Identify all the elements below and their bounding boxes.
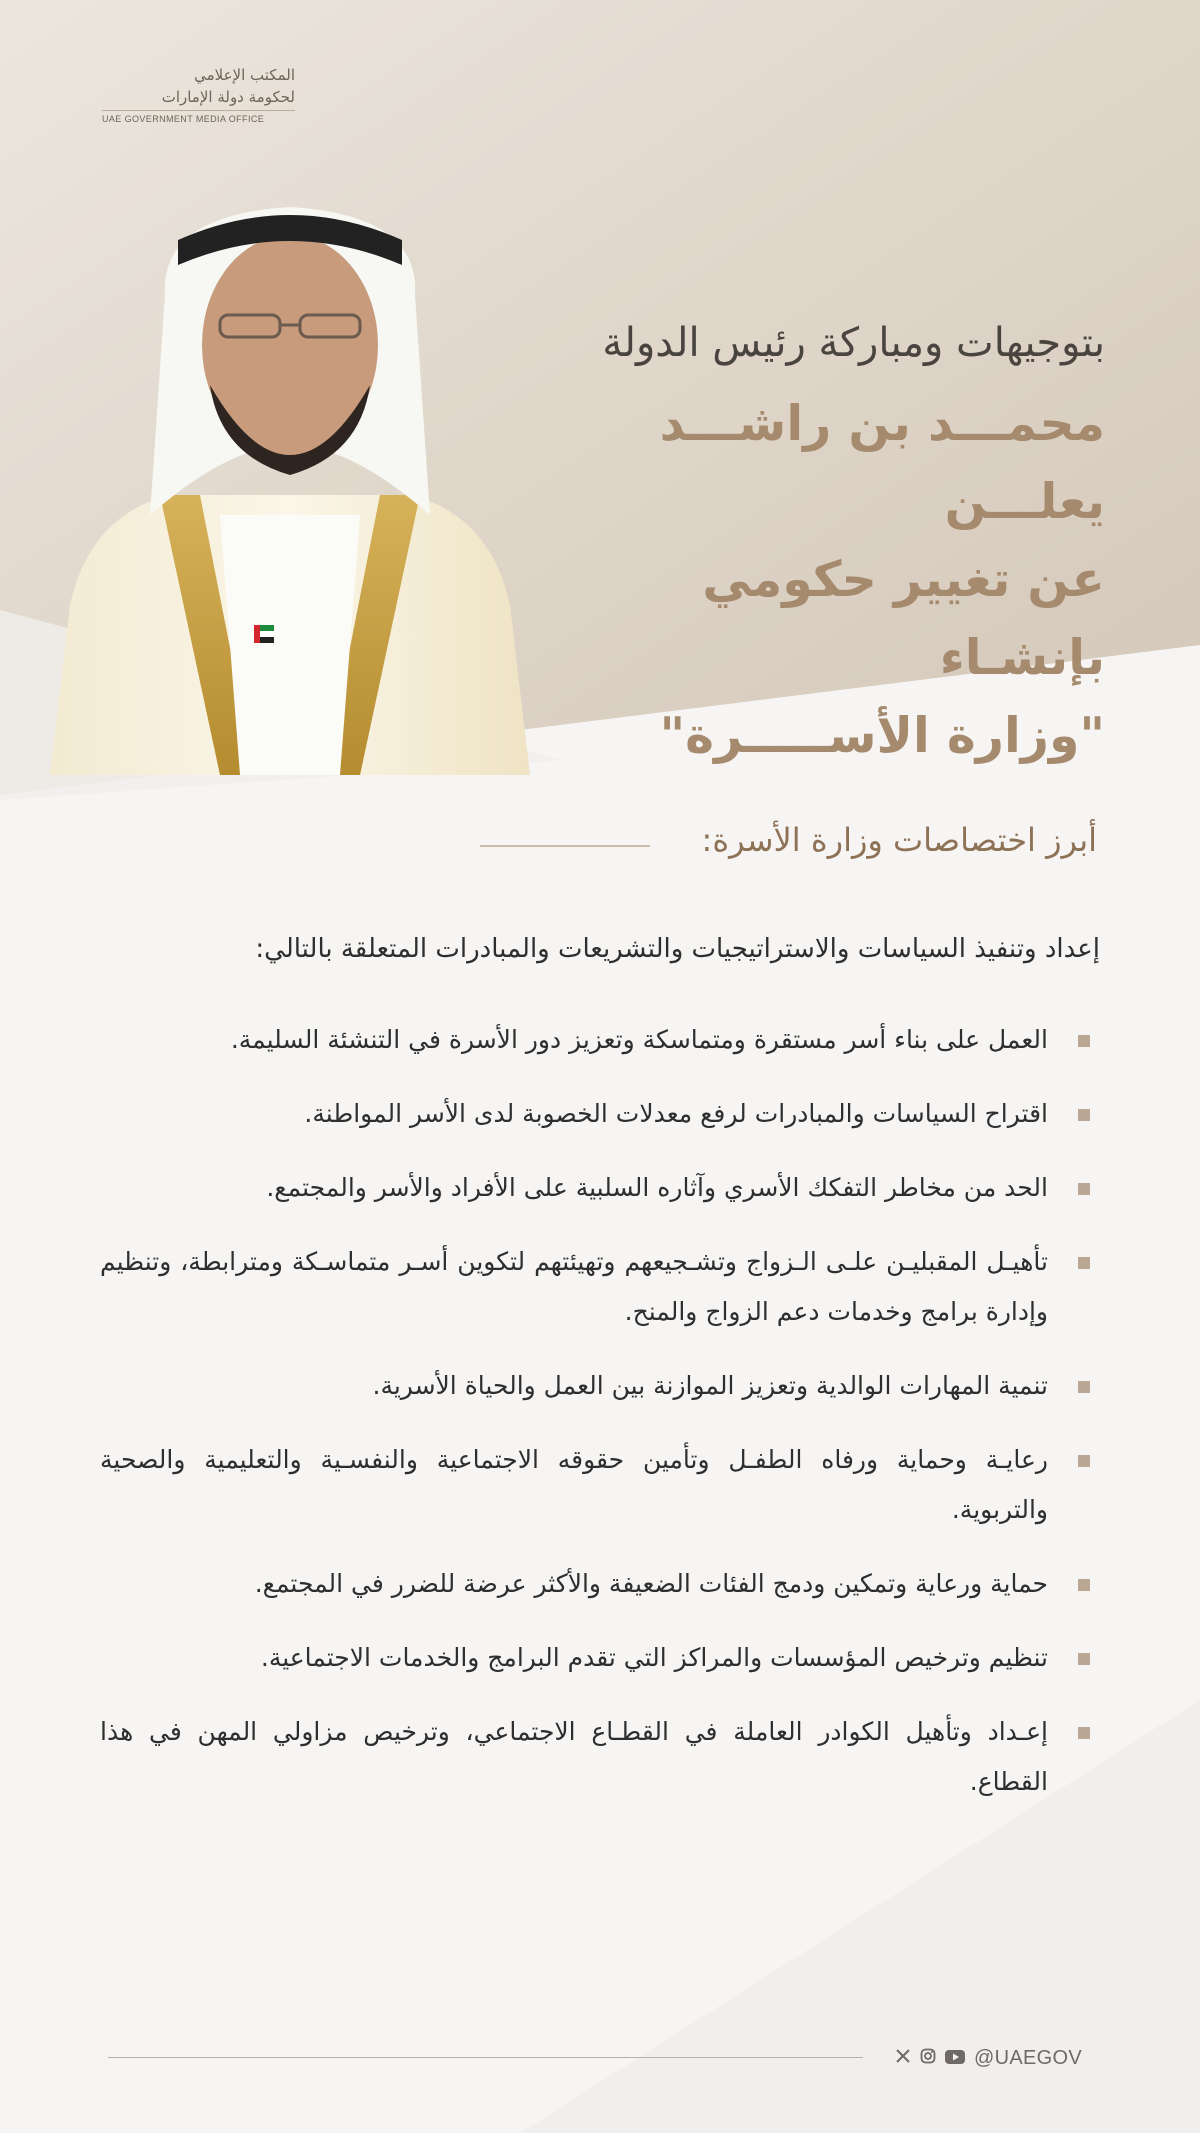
- list-item-text: اقتراح السياسات والمبادرات لرفع معدلات الخصوبة لدى الأسر المواطنة.: [304, 1099, 1048, 1128]
- list-item: [100, 1361, 1100, 1411]
- headline-line-2: عن تغيير حكومي بإنشـاء: [702, 551, 1105, 686]
- headline-lead: بتوجيهات ومباركة رئيس الدولة: [602, 320, 1105, 366]
- list-item-text: تنمية المهارات الوالدية وتعزيز الموازنة بين العمل والحياة الأسرية.: [372, 1371, 1048, 1400]
- title-divider: [480, 845, 650, 847]
- list-item-text: العمل على بناء أسر مستقرة ومتماسكة وتعزيز دور الأسرة في التنشئة السليمة.: [230, 1025, 1048, 1054]
- logo-line-3: UAE GOVERNMENT MEDIA OFFICE: [102, 110, 295, 124]
- list-item-text: حماية ورعاية وتمكين ودمج الفئات الضعيفة والأكثر عرضة للضرر في المجتمع.: [254, 1569, 1048, 1598]
- logo-line-1: المكتب الإعلامي: [194, 66, 295, 84]
- list-item: [100, 1237, 1100, 1337]
- intro-text: إعداد وتنفيذ السياسات والاستراتيجيات والتشريعات والمبادرات المتعلقة بالتالي:: [255, 934, 1100, 964]
- social-footer: [895, 2043, 1082, 2073]
- portrait-image: [50, 195, 530, 775]
- youtube-icon[interactable]: [945, 2049, 965, 2068]
- list-item: [100, 1559, 1100, 1609]
- headline: [585, 315, 1105, 775]
- bullet-square-icon: [1078, 1035, 1090, 1047]
- list-item: [100, 1089, 1100, 1139]
- list-item: [100, 1707, 1100, 1807]
- bullet-square-icon: [1078, 1455, 1090, 1467]
- logo-line-2: لحكومة دولة الإمارات: [161, 88, 295, 106]
- list-item-text: الحد من مخاطر التفكك الأسري وآثاره السلبية على الأفراد والأسر والمجتمع.: [266, 1173, 1048, 1202]
- list-item: [100, 1633, 1100, 1683]
- bullet-square-icon: [1078, 1579, 1090, 1591]
- list-item-text: تنظيم وترخيص المؤسسات والمراكز التي تقدم البرامج والخدمات الاجتماعية.: [260, 1643, 1048, 1672]
- bullet-square-icon: [1078, 1381, 1090, 1393]
- bullet-square-icon: [1078, 1109, 1090, 1121]
- instagram-icon[interactable]: [920, 2048, 936, 2068]
- headline-line-1: محمـــد بن راشـــد يعلـــن: [659, 395, 1105, 530]
- bullet-square-icon: [1078, 1653, 1090, 1665]
- list-item: [100, 1015, 1100, 1065]
- list-item-text: إعـداد وتأهيل الكوادر العاملة في القطـاع الاجتماعي، وترخيص مزاولي المهن في هذا القطاع.: [100, 1717, 1048, 1796]
- list-item-text: رعايـة وحماية ورفاه الطفـل وتأمين حقوقه الاجتماعية والنفسـية والتعليمية والصحية والتربوية.: [100, 1445, 1048, 1524]
- responsibilities-list: [100, 1015, 1100, 1831]
- x-icon[interactable]: [895, 2048, 911, 2068]
- section-title: أبرز اختصاصات وزارة الأسرة:: [701, 821, 1097, 859]
- bullet-square-icon: [1078, 1727, 1090, 1739]
- headline-line-3: "وزارة الأســـــرة": [659, 707, 1105, 764]
- bullet-square-icon: [1078, 1257, 1090, 1269]
- list-item: [100, 1163, 1100, 1213]
- social-handle[interactable]: @UAEGOV: [974, 2046, 1082, 2069]
- bullet-square-icon: [1078, 1183, 1090, 1195]
- list-item: [100, 1435, 1100, 1535]
- footer-divider: [108, 2057, 863, 2058]
- media-office-logo: [95, 64, 295, 124]
- list-item-text: تأهيـل المقبليـن علـى الـزواج وتشـجيعهم وتهيئتهم لتكوين أسـر متماسـكة ومترابطة، وتنظيم وإدارة برامج وخدمات دعم الزواج والمنح.: [100, 1247, 1048, 1326]
